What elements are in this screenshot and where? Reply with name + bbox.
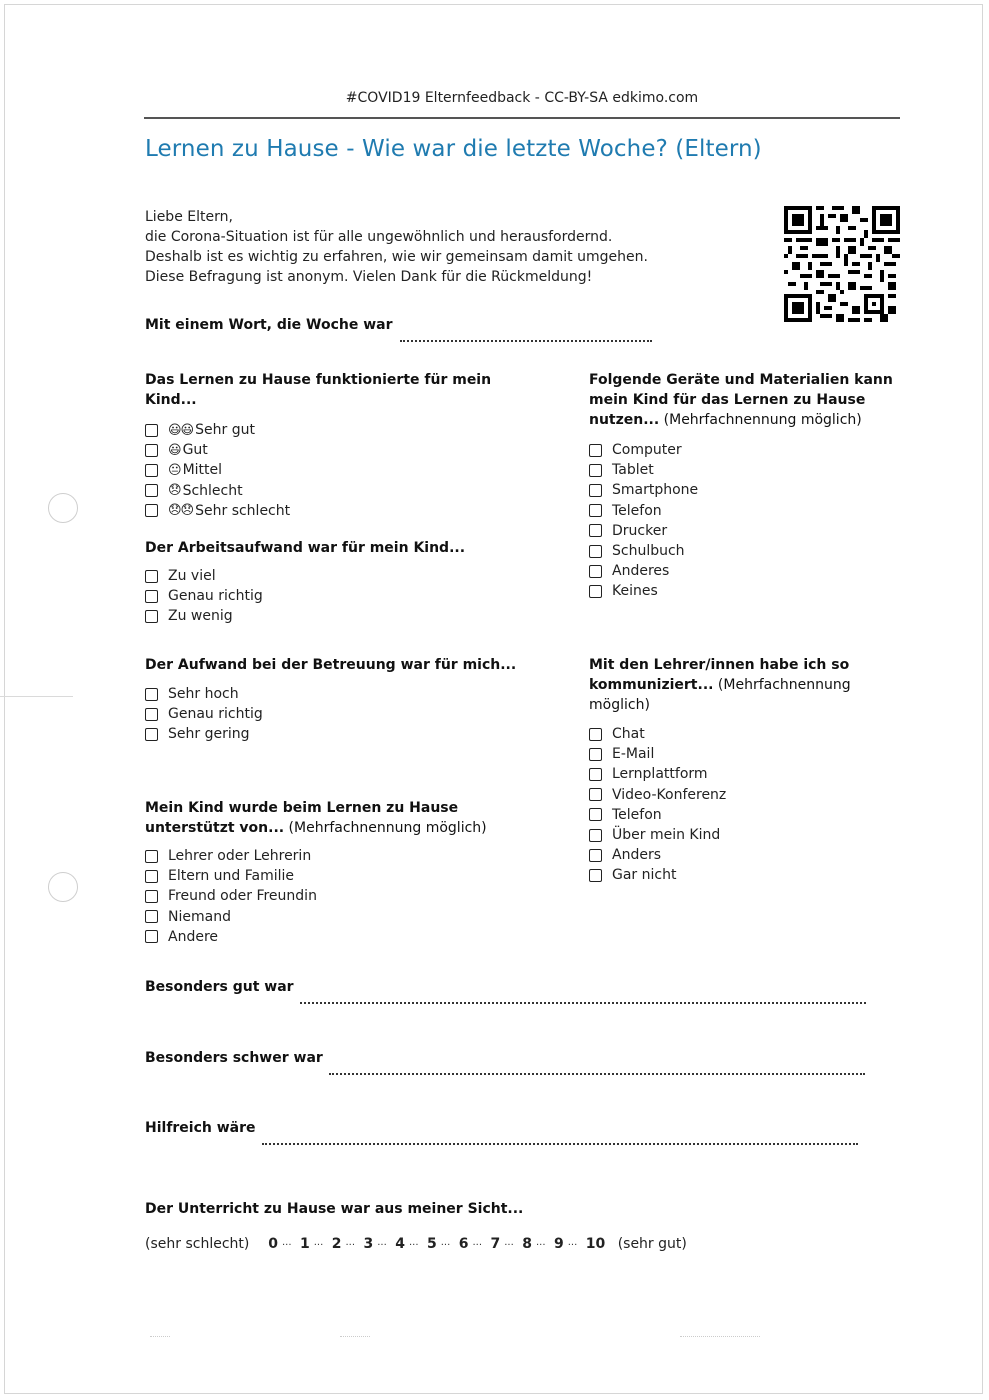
checkbox[interactable] bbox=[145, 590, 158, 603]
rating-separator: ··· bbox=[536, 1240, 546, 1251]
option-label: Smartphone bbox=[612, 482, 699, 499]
question-label-line: Mein Kind wurde beim Lernen zu Hause bbox=[145, 800, 459, 816]
question-note: (Mehrfachnennung möglich) bbox=[284, 820, 487, 836]
checkbox[interactable] bbox=[145, 850, 158, 863]
rating-separator: ··· bbox=[567, 1240, 578, 1251]
question-label-line: Das Lernen zu Hause funktionierte für mein bbox=[145, 372, 492, 388]
question-kommunikation bbox=[589, 655, 851, 886]
option-label: Lernplattform bbox=[612, 766, 708, 783]
option-lernplattform[interactable] bbox=[589, 764, 851, 784]
option-label: Andere bbox=[168, 928, 219, 945]
option-label: Genau richtig bbox=[168, 588, 263, 605]
checkbox[interactable] bbox=[145, 890, 158, 903]
question-label-line: nutzen... bbox=[589, 412, 660, 428]
question-label-line: Folgende Geräte und Materialien kann bbox=[589, 372, 893, 388]
option-label: Video-Konferenz bbox=[612, 786, 727, 803]
option-sehr-gering[interactable] bbox=[145, 724, 516, 744]
checkbox[interactable] bbox=[589, 829, 602, 842]
header-divider bbox=[144, 117, 900, 119]
rating-separator: ··· bbox=[313, 1240, 324, 1251]
intro-line: die Corona-Situation ist für alle ungewöhnlich und herausfordernd. bbox=[145, 229, 613, 245]
punch-hole-lower bbox=[48, 872, 78, 902]
option-label: Chat bbox=[612, 726, 645, 743]
one-word-line[interactable] bbox=[400, 322, 652, 342]
option-label: Eltern und Familie bbox=[168, 868, 295, 885]
option-telefon[interactable] bbox=[589, 501, 893, 521]
option-smartphone[interactable] bbox=[589, 480, 893, 500]
rating-high-label: (sehr gut) bbox=[617, 1236, 687, 1252]
rating-separator: ··· bbox=[282, 1240, 292, 1251]
rating-scale bbox=[145, 1236, 687, 1252]
option-drucker[interactable] bbox=[589, 521, 893, 541]
neutral-face-icon: 😐 bbox=[168, 462, 181, 478]
checkbox[interactable] bbox=[589, 565, 602, 578]
checkbox[interactable] bbox=[589, 869, 602, 882]
options-lernen bbox=[145, 420, 491, 521]
qr-code[interactable] bbox=[784, 206, 900, 322]
option-freund[interactable] bbox=[145, 886, 487, 906]
rating-value[interactable]: 0 bbox=[268, 1236, 278, 1252]
question-label: Der Aufwand bei der Betreuung war für mich... bbox=[145, 657, 517, 673]
punch-hole-upper bbox=[48, 493, 78, 523]
rating-value[interactable]: 10 bbox=[585, 1236, 606, 1252]
rating-separator: ··· bbox=[409, 1240, 419, 1251]
option-mittel[interactable] bbox=[145, 460, 491, 480]
rating-low-label: (sehr schlecht) bbox=[145, 1236, 250, 1252]
rating-value[interactable]: 5 bbox=[427, 1236, 437, 1252]
option-label: Über mein Kind bbox=[612, 827, 721, 844]
rating-value[interactable]: 1 bbox=[300, 1236, 310, 1252]
option-anderes[interactable] bbox=[589, 561, 893, 581]
option-label: Telefon bbox=[612, 502, 662, 519]
fill-besonders-gut bbox=[145, 977, 866, 1004]
rating-value[interactable]: 9 bbox=[554, 1236, 564, 1252]
question-label-line: kommuniziert... bbox=[589, 677, 714, 693]
options-arbeitsaufwand bbox=[145, 566, 465, 627]
checkbox[interactable] bbox=[589, 464, 602, 477]
question-lernen bbox=[145, 370, 491, 521]
option-label: Keines bbox=[612, 583, 658, 600]
option-genau-richtig[interactable] bbox=[145, 704, 516, 724]
option-genau-richtig[interactable] bbox=[145, 586, 465, 606]
option-label: Genau richtig bbox=[168, 706, 263, 723]
option-label: Computer bbox=[612, 442, 682, 459]
option-label: Drucker bbox=[612, 522, 668, 539]
checkbox[interactable] bbox=[145, 570, 158, 583]
option-gut[interactable] bbox=[145, 440, 491, 460]
rating-value[interactable]: 8 bbox=[522, 1236, 532, 1252]
rating-value[interactable]: 3 bbox=[363, 1236, 374, 1252]
option-label: Anderes bbox=[612, 563, 670, 580]
checkbox[interactable] bbox=[145, 708, 158, 721]
fill-line[interactable] bbox=[300, 984, 866, 1004]
checkbox[interactable] bbox=[145, 504, 158, 517]
rating-value[interactable]: 2 bbox=[331, 1236, 342, 1252]
page-title: Lernen zu Hause - Wie war die letzte Woche? (Eltern) bbox=[145, 136, 762, 162]
question-label-line: unterstützt von... bbox=[145, 820, 285, 836]
question-label bbox=[145, 370, 491, 410]
checkbox[interactable] bbox=[589, 768, 602, 781]
rating-question-label: Der Unterricht zu Hause war aus meiner Sicht... bbox=[145, 1201, 524, 1217]
question-note: (Mehrfachnennung möglich) bbox=[659, 412, 862, 428]
option-video-konferenz[interactable] bbox=[589, 785, 851, 805]
page-header: #COVID19 Elternfeedback - CC-BY-SA edkimo.com bbox=[345, 90, 699, 106]
question-arbeitsaufwand bbox=[145, 538, 465, 627]
smiling-face-icon: 😃 bbox=[168, 442, 181, 458]
fill-hilfreich bbox=[145, 1118, 858, 1145]
option-label: Niemand bbox=[168, 908, 231, 925]
option-label: Gut bbox=[182, 442, 208, 459]
rating-separator: ··· bbox=[440, 1240, 451, 1251]
question-note: (Mehrfachnennung bbox=[713, 677, 851, 693]
question-betreuung bbox=[145, 655, 516, 745]
checkbox[interactable] bbox=[145, 610, 158, 623]
option-sehr-gut[interactable] bbox=[145, 420, 491, 440]
option-tablet[interactable] bbox=[589, 460, 893, 480]
checkbox[interactable] bbox=[589, 788, 602, 801]
rating-separator: ··· bbox=[345, 1240, 356, 1251]
rating-separator: ··· bbox=[504, 1240, 514, 1251]
grinning-face-icon: 😃😃 bbox=[168, 422, 194, 438]
checkbox[interactable] bbox=[589, 504, 602, 517]
option-label: Anders bbox=[612, 847, 661, 864]
fill-label: Besonders schwer war bbox=[145, 1050, 323, 1066]
checkbox[interactable] bbox=[145, 424, 158, 437]
option-andere[interactable] bbox=[145, 927, 487, 947]
option-label: Mittel bbox=[182, 462, 223, 479]
checkbox[interactable] bbox=[589, 484, 602, 497]
intro-line: Liebe Eltern, bbox=[145, 209, 233, 225]
option-label: Zu wenig bbox=[168, 608, 233, 625]
cutoff-mark bbox=[340, 1336, 370, 1343]
one-word-field bbox=[145, 315, 652, 342]
question-note: möglich) bbox=[589, 697, 650, 713]
question-label-line: mein Kind für das Lernen zu Hause bbox=[589, 392, 866, 408]
option-label: Telefon bbox=[612, 806, 662, 823]
option-label: Schulbuch bbox=[612, 543, 685, 560]
intro-line: Deshalb ist es wichtig zu erfahren, wie wir gemeinsam damit umgehen. bbox=[145, 249, 648, 265]
checkbox[interactable] bbox=[589, 849, 602, 862]
checkbox[interactable] bbox=[589, 585, 602, 598]
checkbox[interactable] bbox=[145, 484, 158, 497]
checkbox[interactable] bbox=[145, 688, 158, 701]
question-unterstuetzt bbox=[145, 798, 487, 947]
checkbox[interactable] bbox=[145, 444, 158, 457]
question-label-line: Kind... bbox=[145, 392, 197, 408]
option-chat[interactable] bbox=[589, 724, 851, 744]
checkbox[interactable] bbox=[145, 910, 158, 923]
question-label bbox=[589, 370, 893, 430]
fold-mark bbox=[0, 696, 73, 697]
question-label: Der Arbeitsaufwand war für mein Kind... bbox=[145, 540, 466, 556]
option-label: Tablet bbox=[612, 462, 654, 479]
fill-label: Besonders gut war bbox=[145, 979, 294, 995]
option-label: Lehrer oder Lehrerin bbox=[168, 848, 312, 865]
checkbox[interactable] bbox=[589, 728, 602, 741]
fill-line[interactable] bbox=[262, 1125, 858, 1145]
option-label: Sehr gering bbox=[168, 726, 250, 743]
option-label: Schlecht bbox=[182, 482, 243, 499]
options-betreuung bbox=[145, 684, 516, 745]
sad-face-icon: 😞😞 bbox=[168, 503, 194, 519]
rating-separator: ··· bbox=[472, 1240, 483, 1251]
options-kommunikation bbox=[589, 724, 851, 886]
option-label: Sehr schlecht bbox=[195, 502, 291, 519]
cutoff-mark bbox=[150, 1336, 170, 1343]
rating-value[interactable]: 4 bbox=[395, 1236, 405, 1252]
rating-value[interactable]: 6 bbox=[458, 1236, 469, 1252]
one-word-label: Mit einem Wort, die Woche war bbox=[145, 317, 393, 333]
option-schlecht[interactable] bbox=[145, 481, 491, 501]
intro-line: Diese Befragung ist anonym. Vielen Dank für die Rückmeldung! bbox=[145, 269, 593, 285]
option-telefon[interactable] bbox=[589, 805, 851, 825]
option-label: Gar nicht bbox=[612, 867, 677, 884]
checkbox[interactable] bbox=[589, 808, 602, 821]
checkbox[interactable] bbox=[145, 464, 158, 477]
option-label: Freund oder Freundin bbox=[168, 888, 317, 905]
option-anders[interactable] bbox=[589, 845, 851, 865]
option-niemand[interactable] bbox=[145, 907, 487, 927]
cutoff-mark bbox=[680, 1336, 760, 1343]
question-label-line: Mit den Lehrer/innen habe ich so bbox=[589, 657, 850, 673]
question-geraete bbox=[589, 370, 893, 602]
option-label: Sehr gut bbox=[195, 422, 255, 439]
fill-label: Hilfreich wäre bbox=[145, 1120, 256, 1136]
rating-value[interactable]: 7 bbox=[490, 1236, 501, 1252]
checkbox[interactable] bbox=[145, 870, 158, 883]
fill-besonders-schwer bbox=[145, 1048, 865, 1075]
question-label bbox=[589, 655, 851, 715]
option-label: E-Mail bbox=[612, 746, 655, 763]
checkbox[interactable] bbox=[145, 728, 158, 741]
intro-text bbox=[145, 207, 648, 287]
checkbox[interactable] bbox=[145, 930, 158, 943]
option-schulbuch[interactable] bbox=[589, 541, 893, 561]
option-label: Zu viel bbox=[168, 568, 216, 585]
option-eltern[interactable] bbox=[145, 866, 487, 886]
option-zu-viel[interactable] bbox=[145, 566, 465, 586]
options-unterstuetzt bbox=[145, 846, 487, 947]
checkbox[interactable] bbox=[589, 524, 602, 537]
option-sehr-schlecht[interactable] bbox=[145, 501, 491, 521]
checkbox[interactable] bbox=[589, 748, 602, 761]
question-label bbox=[145, 798, 487, 838]
option-label: Sehr hoch bbox=[168, 686, 239, 703]
option-ueber-kind[interactable] bbox=[589, 825, 851, 845]
option-zu-wenig[interactable] bbox=[145, 606, 465, 626]
checkbox[interactable] bbox=[589, 545, 602, 558]
option-keines[interactable] bbox=[589, 581, 893, 601]
option-gar-nicht[interactable] bbox=[589, 865, 851, 885]
rating-separator: ··· bbox=[377, 1240, 387, 1251]
fill-line[interactable] bbox=[329, 1055, 865, 1075]
option-email[interactable] bbox=[589, 744, 851, 764]
option-sehr-hoch[interactable] bbox=[145, 684, 516, 704]
qr-code-image bbox=[784, 206, 900, 322]
sad-face-icon: 😞 bbox=[168, 483, 181, 499]
option-computer[interactable] bbox=[589, 440, 893, 460]
checkbox[interactable] bbox=[589, 444, 602, 457]
options-geraete bbox=[589, 440, 893, 602]
option-lehrer[interactable] bbox=[145, 846, 487, 866]
